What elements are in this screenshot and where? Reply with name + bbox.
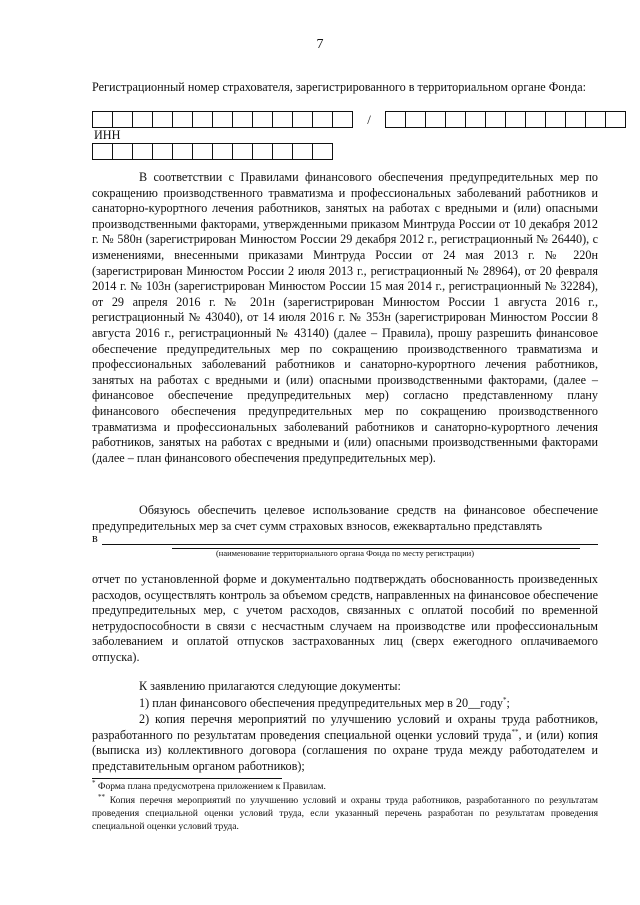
request-paragraph: В соответствии с Правилами финансового обеспечения предупредительных мер по сокращению производственного травматизма и профессиональных заболеваний работников и санаторно-курортного лечения работников, занятых на работах с вредными и (или) опасными производственными факторами, утвержденными приказом Минтруда России от 10 декабря 2012 г. № 580н (зарегистрирован Минюстом России 29 декабря 2012 г., регистрационный № 26440), с изменениями, внесенными приказами Минтруда России от 24 мая 2013 г. № 220н (зарегистрирован Минюстом России 2 июля 2013 г., регистрационный № 28964), от 20 февраля 2014 г. № 103н (зарегистрирован Минюстом России 15 мая 2014 г., регистрационный № 32284), от 29 апреля 2016 г. № 201н (зарегистрирован Минюстом России 1 августа 2016 г., регистрационный № 43040), от 14 июля 2016 г. № 353н (зарегистрирован Минюстом России 8 августа 2016 г., регистрационный № 43140) (далее – Правила), прошу разрешить финансовое обеспечение предупредительных мер по сокращению производственного травматизма и профессиональных заболеваний работников и санаторно-курортного лечения работников, занятых на работах с вредными и (или) опасными производственными факторами, (далее – финансовое обеспечение предупредительных мер) согласно представленному плану финансового обеспечения предупредительных мер по сокращению производственного травматизма и профессиональных заболеваний работников и санаторно-курортного лечения работников, занятых на работах с вредными и (или) опасными производственными факторами (далее – план финансового обеспечения предупредительных мер). xyxy=(92,170,598,465)
inn-cell[interactable] xyxy=(153,143,173,160)
footnote-2 xyxy=(92,792,598,833)
inn-field xyxy=(92,143,333,160)
registration-number-cell[interactable] xyxy=(293,111,313,128)
fill-prefix: в xyxy=(92,531,98,545)
obligation-paragraph: Обязуюсь обеспечить целевое использование средств на финансовое обеспечение предупредительных мер за счет сумм страховых взносов, ежеквартально представлять xyxy=(92,503,598,533)
registration-number-cell[interactable] xyxy=(386,111,406,128)
registration-number-cell[interactable] xyxy=(233,111,253,128)
inn-cell[interactable] xyxy=(113,143,133,160)
registration-number-cell[interactable] xyxy=(133,111,153,128)
inn-cell[interactable] xyxy=(253,143,273,160)
registration-number-cell[interactable] xyxy=(586,111,606,128)
footnote-mark-2: ** xyxy=(511,727,519,736)
attachment-item-2-text-a: 2) копия перечня мероприятий по улучшению условий и охраны труда работников, разработанного по результатам проведения специальной оценки условий труда xyxy=(92,712,598,742)
registration-number-cell[interactable] xyxy=(273,111,293,128)
attachment-item-1-end: ; xyxy=(506,696,510,710)
inn-cell[interactable] xyxy=(313,143,333,160)
attachments-intro: К заявлению прилагаются следующие документы: xyxy=(139,679,401,693)
inn-cell[interactable] xyxy=(233,143,253,160)
registration-number-cell[interactable] xyxy=(406,111,426,128)
registration-number-cell[interactable] xyxy=(93,111,113,128)
territorial-body-caption: (наименование территориального органа Фонда по месту регистрации) xyxy=(215,548,475,558)
registration-number-cell[interactable] xyxy=(566,111,586,128)
footnote-2-text: Копия перечня мероприятий по улучшению условий и охраны труда работников, разработанного по результатам проведения специальной оценки условий труда, если указанный перечень разработан по результатам проведения специальной оценки условий труда. xyxy=(92,795,598,832)
inn-cell[interactable] xyxy=(173,143,193,160)
registration-number-field xyxy=(92,111,626,128)
registration-number-cell[interactable] xyxy=(446,111,466,128)
inn-cell[interactable] xyxy=(133,143,153,160)
fill-underline xyxy=(102,544,598,545)
attachment-item-1 xyxy=(139,696,510,712)
registration-number-cell[interactable] xyxy=(426,111,446,128)
footnote-1 xyxy=(92,778,598,793)
registration-number-cell[interactable] xyxy=(526,111,546,128)
inn-cell[interactable] xyxy=(273,143,293,160)
registration-number-cell[interactable] xyxy=(113,111,133,128)
territorial-body-fill-line xyxy=(92,531,598,547)
registration-number-cell[interactable] xyxy=(213,111,233,128)
attachment-item-2 xyxy=(92,712,598,774)
registration-number-cell[interactable] xyxy=(253,111,273,128)
attachment-item-2-text-b: , и (или) копия (выписка из) коллективного договора (соглашения по охране труда между работодателем и представительным органом работников); xyxy=(92,727,599,773)
registration-number-cell[interactable] xyxy=(466,111,486,128)
registration-number-cell[interactable] xyxy=(173,111,193,128)
page-number: 7 xyxy=(316,37,324,52)
inn-cell[interactable] xyxy=(213,143,233,160)
footnote-2-mark: ** xyxy=(98,792,105,801)
attachment-item-1-text: 1) план финансового обеспечения предупредительных мер в 20__году xyxy=(139,696,504,710)
registration-number-cells-left xyxy=(92,111,353,128)
registration-number-cell[interactable] xyxy=(313,111,333,128)
registration-number-cells-right xyxy=(385,111,626,128)
registration-separator: / xyxy=(367,112,371,127)
inn-cells xyxy=(92,143,333,160)
inn-cell[interactable] xyxy=(293,143,313,160)
registration-number-cell[interactable] xyxy=(333,111,353,128)
footnote-1-mark: * xyxy=(92,778,96,787)
registration-number-cell[interactable] xyxy=(546,111,566,128)
registration-number-cell[interactable] xyxy=(506,111,526,128)
registration-number-cell[interactable] xyxy=(193,111,213,128)
inn-cell[interactable] xyxy=(193,143,213,160)
report-paragraph: отчет по установленной форме и документально подтверждать обоснованность произведенных расходов, осуществлять контроль за объемом средств, направленных на финансовое обеспечение предупредительных мер, с учетом расходов, связанных с оплатой пособий по временной нетрудоспособности в связи с несчастным случаем на производстве или профессиональным заболеванием и оплатой отпусков застрахованных лиц (сверх ежегодного оплачиваемого отпуска). xyxy=(92,572,598,664)
registration-number-cell[interactable] xyxy=(486,111,506,128)
footnote-1-text: Форма плана предусмотрена приложением к Правилам. xyxy=(95,781,326,792)
footnote-separator xyxy=(92,778,282,779)
inn-cell[interactable] xyxy=(93,143,113,160)
inn-label: ИНН xyxy=(94,128,121,142)
registration-number-cell[interactable] xyxy=(606,111,626,128)
registration-number-cell[interactable] xyxy=(153,111,173,128)
footnote-mark-1: * xyxy=(503,695,507,704)
registration-number-label: Регистрационный номер страхователя, зарегистрированного в территориальном органе Фонда: xyxy=(92,80,586,94)
